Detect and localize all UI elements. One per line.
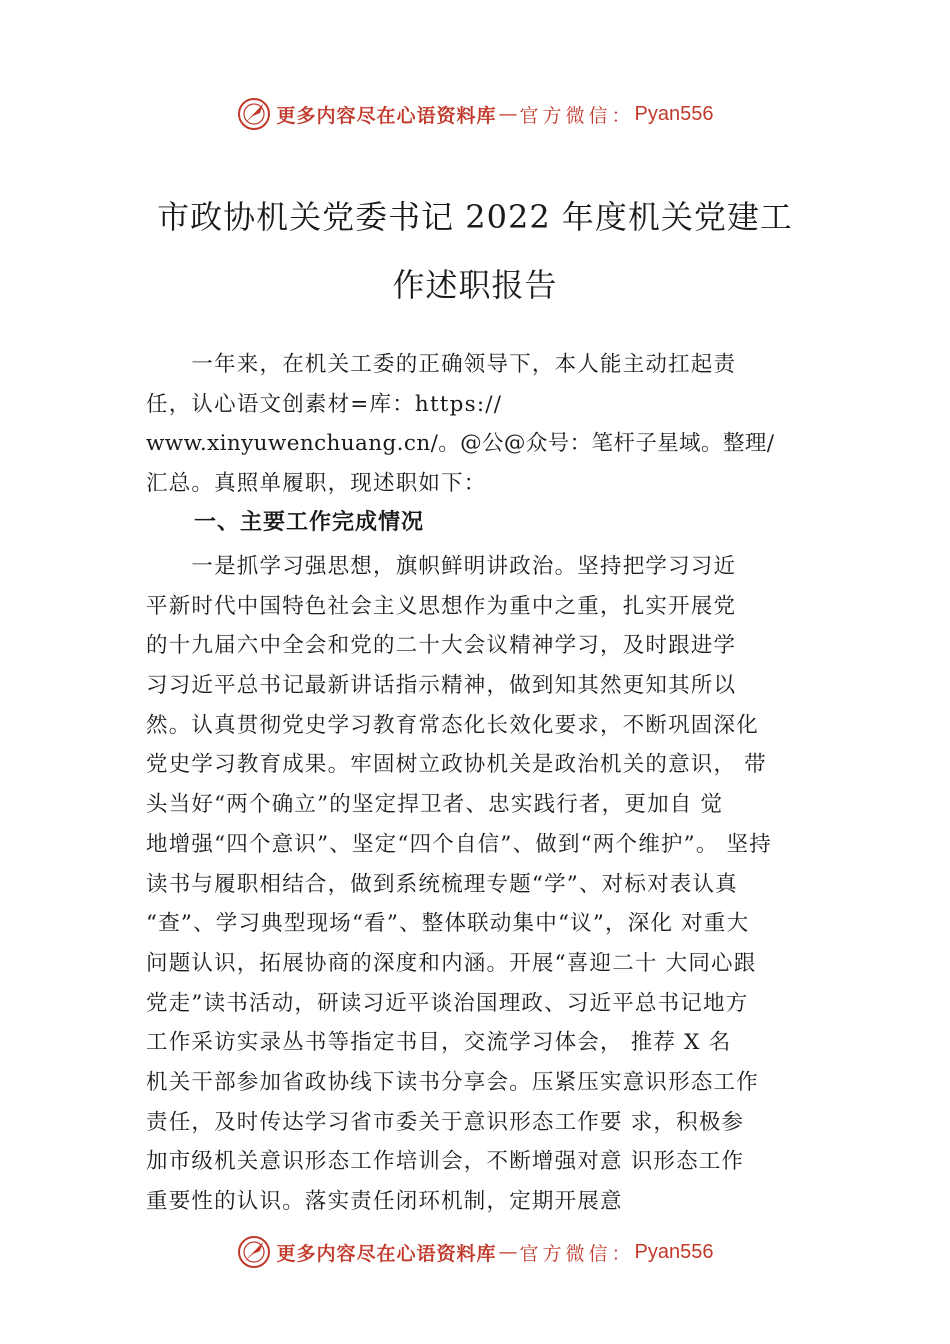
text-line: 地增强“四个意识”、坚定“四个自信”、做到“两个维护”。 坚持 <box>146 831 772 857</box>
text-line: 一年来，在机关工委的正确领导下，本人能主动扛起责 <box>146 352 737 377</box>
watermark-separator: — <box>498 1241 518 1263</box>
watermark-brand: 更多内容尽在心语资料库 <box>276 104 497 127</box>
title-line: 作述职报告 <box>392 266 558 304</box>
text-line: www.xinyuwenchuang.cn/。@公@众号：笔杆子星域。整理/ <box>146 431 775 457</box>
text-line: 加市级机关意识形态工作培训会，不断增强对意 识形态工作 <box>146 1149 745 1175</box>
text-line: 重要性的认识。落实责任闭环机制，定期开展意 <box>146 1189 623 1214</box>
text-line: 工作采访实录丛书等指定书目，交流学习体会， 推荐 X 名 <box>146 1030 732 1056</box>
text-line: 汇总。真照单履职，现述职如下： <box>146 471 487 497</box>
text-line: 责任，及时传达学习省市委关于意识形态工作要 求，积极参 <box>146 1109 745 1135</box>
watermark-label: 官方微信： <box>519 1242 635 1265</box>
watermark-label: 官方微信： <box>519 104 635 127</box>
text-line: 头当好“两个确立”的坚定捍卫者、忠实践行者，更加自 觉 <box>146 792 724 818</box>
text-line: 的十九届六中全会和党的二十大会议精神学习，及时跟进学 <box>146 633 737 659</box>
text-line: 问题认识，拓展协商的深度和内涵。开展“喜迎二十 大同心跟 <box>146 950 757 976</box>
title-line: 市政协机关党委书记 2022 年度机关党建工 <box>157 198 793 236</box>
intro-paragraph <box>146 345 836 504</box>
header-watermark <box>0 94 950 134</box>
text-line: 读书与履职相结合，做到系统梳理专题“学”、对标对表认真 <box>146 871 738 897</box>
text-line: 机关干部参加省政协线下读书分享会。压紧压实意识形态工作 <box>146 1069 759 1095</box>
text-line: 平新时代中国特色社会主义思想作为重中之重，扎实开展党 <box>146 593 737 619</box>
text-line: 一是抓学习强思想，旗帜鲜明讲政治。坚持把学习习近 <box>146 554 737 579</box>
footer-watermark <box>0 1232 950 1272</box>
watermark-handle: Pyan556 <box>634 102 714 125</box>
text-line: “查”、学习典型现场“看”、整体联动集中“议”，深化 对重大 <box>146 911 750 937</box>
document-title <box>100 183 850 319</box>
watermark-brand: 更多内容尽在心语资料库 <box>276 1242 497 1265</box>
section-heading: 一、主要工作完成情况 <box>194 510 425 535</box>
text-line: 党史学习教育成果。牢固树立政协机关是政治机关的意识， 带 <box>146 752 767 778</box>
text-line: 然。认真贯彻党史学习教育常态化长效化要求，不断巩固深化 <box>146 712 759 738</box>
text-line: 任，认心语文创素材=库：https:// <box>146 391 503 417</box>
text-line: 党走”读书活动，研读习近平谈治国理政、习近平总书记地方 <box>146 990 749 1016</box>
quill-logo-icon <box>237 1235 271 1269</box>
text-line: 习习近平总书记最新讲话指示精神，做到知其然更知其所以 <box>146 673 737 699</box>
watermark-separator: — <box>498 103 518 125</box>
quill-logo-icon <box>237 97 271 131</box>
watermark-handle: Pyan556 <box>634 1240 714 1263</box>
body-paragraph <box>146 547 836 1222</box>
